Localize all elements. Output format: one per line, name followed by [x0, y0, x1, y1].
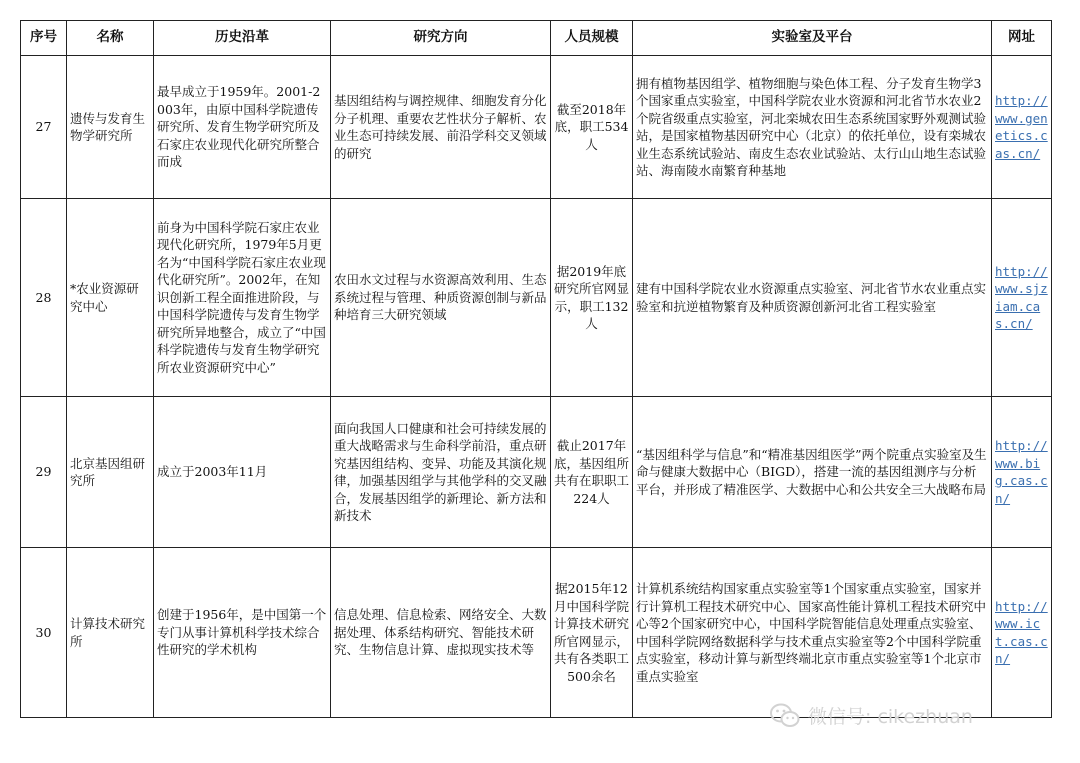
wechat-logo-icon	[770, 703, 800, 729]
header-direction: 研究方向	[331, 21, 551, 56]
direction-cell: 基因组结构与调控规律、细胞发育分化分子机理、重要农艺性状分子解析、农业生态可持续发展、前沿学科交叉领域的研究	[331, 56, 551, 199]
header-url: 网址	[992, 21, 1052, 56]
staff-cell: 截至2018年底，职工534人	[551, 56, 633, 199]
website-link[interactable]: http://www.sjziam.cas.cn/	[992, 199, 1052, 397]
header-staff: 人员规模	[551, 21, 633, 56]
staff-cell: 据2015年12月中国科学院计算技术研究所官网显示，共有各类职工500余名	[551, 548, 633, 718]
table-row	[21, 548, 1052, 718]
direction-cell: 农田水文过程与水资源高效利用、生态系统过程与管理、种质资源创制与新品种培育三大研究领域	[331, 199, 551, 397]
website-link[interactable]: http://www.ict.cas.cn/	[992, 548, 1052, 718]
labs-cell: 建有中国科学院农业水资源重点实验室、河北省节水农业重点实验室和抗逆植物繁育及种质资源创新河北省工程实验室	[633, 199, 992, 397]
institute-name: 北京基因组研究所	[67, 397, 154, 548]
row-number: 28	[21, 199, 67, 397]
table-header-row	[21, 21, 1052, 56]
institute-name: *农业资源研究中心	[67, 199, 154, 397]
header-name: 名称	[67, 21, 154, 56]
table-row	[21, 56, 1052, 199]
row-number: 27	[21, 56, 67, 199]
row-number: 29	[21, 397, 67, 548]
direction-cell: 信息处理、信息检索、网络安全、大数据处理、体系结构研究、智能技术研究、生物信息计算、虚拟现实技术等	[331, 548, 551, 718]
header-no: 序号	[21, 21, 67, 56]
history-cell: 前身为中国科学院石家庄农业现代化研究所，1979年5月更名为“中国科学院石家庄农业现代化研究所”。2002年，在知识创新工程全面推进阶段，与中国科学院遗传与发育生物学研究所异地整合，成立了“中国科学院遗传与发育生物学研究所农业资源研究中心”	[154, 199, 331, 397]
header-history: 历史沿革	[154, 21, 331, 56]
direction-cell: 面向我国人口健康和社会可持续发展的重大战略需求与生命科学前沿，重点研究基因组结构、变异、功能及其演化规律，加强基因组学与其他学科的交叉融合，发展基因组学的新理论、新方法和新技术	[331, 397, 551, 548]
labs-cell: “基因组科学与信息”和“精准基因组医学”两个院重点实验室及生命与健康大数据中心（BIGD），搭建一流的基因组测序与分析平台，并形成了精准医学、大数据中心和公共安全三大战略布局	[633, 397, 992, 548]
website-link[interactable]: http://www.genetics.cas.cn/	[992, 56, 1052, 199]
history-cell: 最早成立于1959年。2001-2003年，由原中国科学院遗传研究所、发育生物学研究所及石家庄农业现代化研究所整合而成	[154, 56, 331, 199]
institutes-table	[20, 20, 1052, 718]
labs-cell: 计算机系统结构国家重点实验室等1个国家重点实验室，国家并行计算机工程技术研究中心、国家高性能计算机工程技术研究中心等2个国家研究中心，中国科学院智能信息处理重点实验室、中国科学院网络数据科学与技术重点实验室等2个中国科学院重点实验室，移动计算与新型终端北京市重点实验室等1个北京市重点实验室	[633, 548, 992, 718]
table-row	[21, 199, 1052, 397]
row-number: 30	[21, 548, 67, 718]
institute-name: 遗传与发育生物学研究所	[67, 56, 154, 199]
institute-name: 计算技术研究所	[67, 548, 154, 718]
header-labs: 实验室及平台	[633, 21, 992, 56]
staff-cell: 据2019年底研究所官网显示，职工132人	[551, 199, 633, 397]
table-row	[21, 397, 1052, 548]
wechat-watermark	[770, 702, 973, 729]
website-link[interactable]: http://www.big.cas.cn/	[992, 397, 1052, 548]
history-cell: 成立于2003年11月	[154, 397, 331, 548]
labs-cell: 拥有植物基因组学、植物细胞与染色体工程、分子发育生物学3个国家重点实验室，中国科学院农业水资源和河北省节水农业2个院省级重点实验室，河北栾城农田生态系统国家野外观测试验站，是国家植物基因研究中心（北京）的依托单位，设有栾城农业生态系统试验站、南皮生态农业试验站、太行山山地生态试验站、海南陵水南繁育种基地	[633, 56, 992, 199]
staff-cell: 截止2017年底，基因组所共有在职职工224人	[551, 397, 633, 548]
history-cell: 创建于1956年，是中国第一个专门从事计算机科学技术综合性研究的学术机构	[154, 548, 331, 718]
watermark-text: 微信号: cikezhuan	[808, 706, 973, 728]
